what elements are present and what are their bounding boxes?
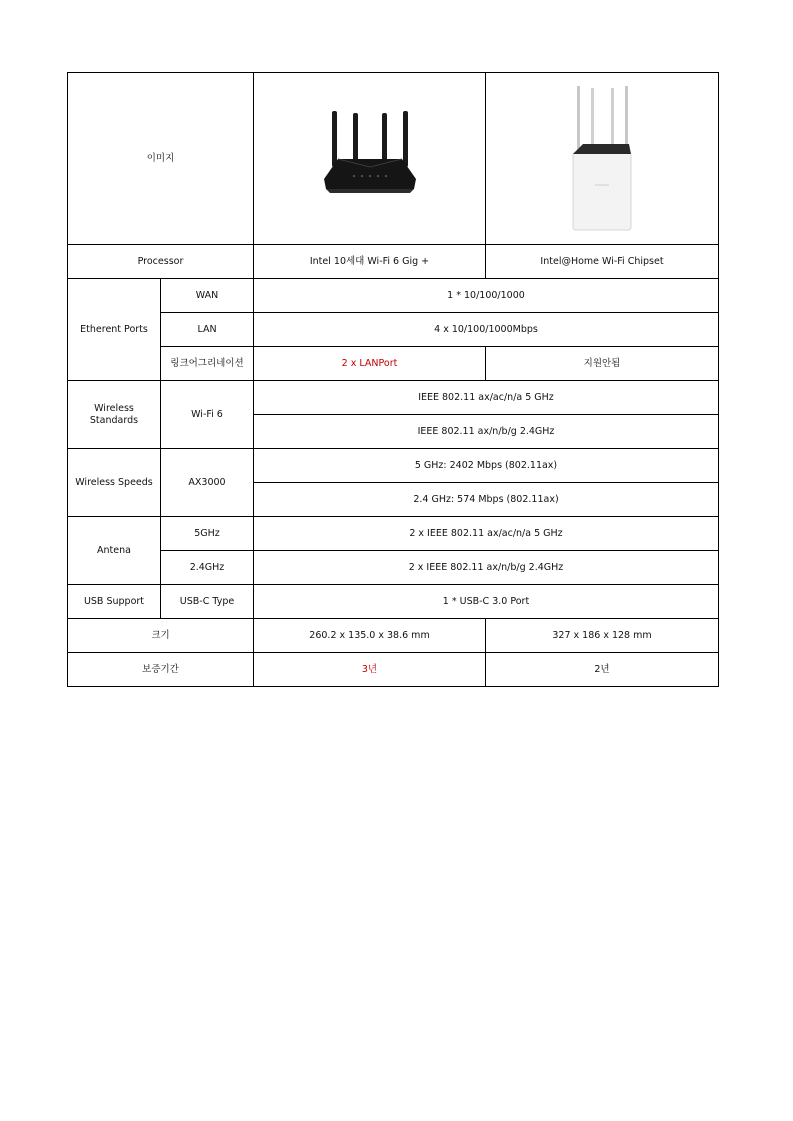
wireless-standards-v2: IEEE 802.11 ax/n/b/g 2.4GHz <box>254 415 719 449</box>
link-agg-b: 지원안됨 <box>486 347 719 381</box>
warranty-a: 3년 <box>254 653 486 687</box>
wireless-standards-sub: Wi-Fi 6 <box>161 381 254 449</box>
wireless-speeds-v2: 2.4 GHz: 574 Mbps (802.11ax) <box>254 483 719 517</box>
wireless-speeds-label: Wireless Speeds <box>68 449 161 517</box>
wireless-speeds-v1: 5 GHz: 2402 Mbps (802.11ax) <box>254 449 719 483</box>
processor-a: Intel 10세대 Wi-Fi 6 Gig + <box>254 245 486 279</box>
wireless-speeds-sub: AX3000 <box>161 449 254 517</box>
link-agg-a: 2 x LANPort <box>254 347 486 381</box>
router-white-image <box>567 84 637 234</box>
lan-label: LAN <box>161 313 254 347</box>
usb-sub: USB-C Type <box>161 585 254 619</box>
size-b: 327 x 186 x 128 mm <box>486 619 719 653</box>
usb-value: 1 * USB-C 3.0 Port <box>254 585 719 619</box>
wireless-standards-label: Wireless Standards <box>68 381 161 449</box>
warranty-b: 2년 <box>486 653 719 687</box>
wan-label: WAN <box>161 279 254 313</box>
size-a: 260.2 x 135.0 x 38.6 mm <box>254 619 486 653</box>
image-label: 이미지 <box>68 73 254 245</box>
antena-label: Antena <box>68 517 161 585</box>
processor-b: Intel@Home Wi-Fi Chipset <box>486 245 719 279</box>
antena-5ghz-label: 5GHz <box>161 517 254 551</box>
ethernet-label: Etherent Ports <box>68 279 161 381</box>
router-black-image <box>310 109 430 209</box>
antena-24ghz-value: 2 x IEEE 802.11 ax/n/b/g 2.4GHz <box>254 551 719 585</box>
processor-label: Processor <box>68 245 254 279</box>
warranty-label: 보증기간 <box>68 653 254 687</box>
size-label: 크기 <box>68 619 254 653</box>
wireless-standards-v1: IEEE 802.11 ax/ac/n/a 5 GHz <box>254 381 719 415</box>
usb-label: USB Support <box>68 585 161 619</box>
antena-24ghz-label: 2.4GHz <box>161 551 254 585</box>
antena-5ghz-value: 2 x IEEE 802.11 ax/ac/n/a 5 GHz <box>254 517 719 551</box>
lan-value: 4 x 10/100/1000Mbps <box>254 313 719 347</box>
wan-value: 1 * 10/100/1000 <box>254 279 719 313</box>
product-a-image-cell <box>254 73 486 245</box>
spec-table <box>67 72 719 687</box>
link-agg-label: 링크어그리네이션 <box>161 347 254 381</box>
product-b-image-cell <box>486 73 719 245</box>
image-row <box>68 73 719 245</box>
